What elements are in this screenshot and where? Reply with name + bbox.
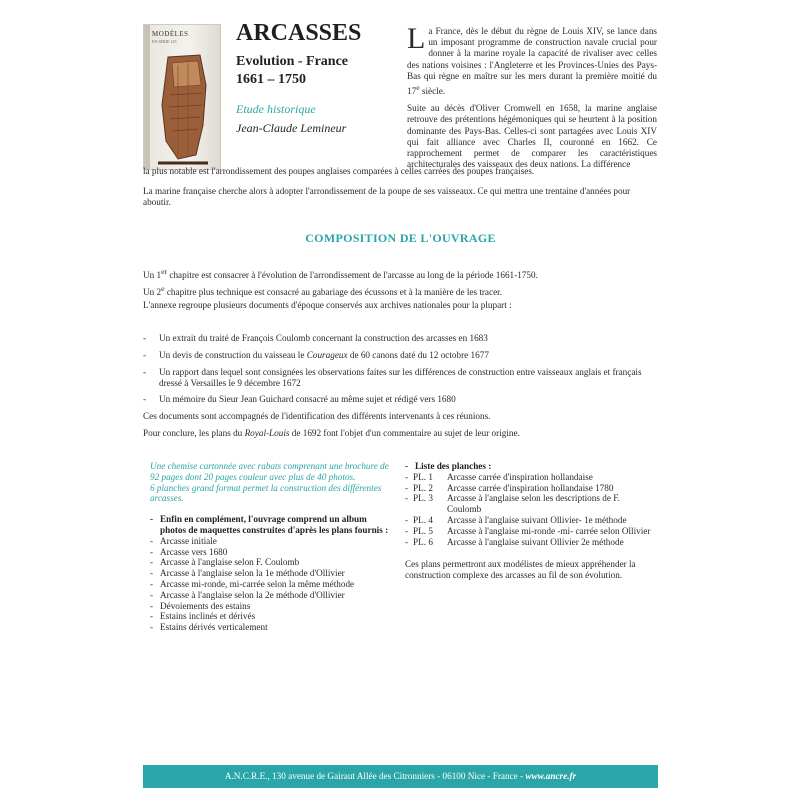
chapter-2-a: Un 2 [143,287,162,298]
dash-marker: - [150,546,154,557]
chapter-1-b: chapitre est consacrer à l'évolution de l'arrondissement de l'arcasse au long de la période 1661-1750. [167,270,538,281]
author-name: Jean-Claude Lemineur [236,121,347,135]
annexe-line: L'annexe regroupe plusieurs documents d'époque conservés aux archives nationales pour la plupart : [143,300,512,310]
plate-item [405,515,655,526]
list-item-text: Arcasse à l'anglaise selon la 1e méthode d'Ollivier [160,568,345,579]
dash-marker: - [150,535,154,546]
chapter-2-sup: e [161,284,165,293]
annexe-item-1 [143,333,663,344]
dash-marker: - [405,514,409,525]
dash-marker: - [405,536,409,547]
list-item-text: Arcasse initiale [160,535,217,546]
list-item [150,568,395,579]
dash-marker: - [150,557,154,568]
dash-marker: - [405,482,409,493]
list-item [150,622,395,633]
annexe-item-4 [143,394,663,405]
list-item-text: Arcasse mi-ronde, mi-carrée selon la même méthode [160,578,355,589]
document-years: 1661 – 1750 [236,72,306,87]
annexe-item-2-b: de 60 canons daté du 12 octobre 1677 [347,350,489,360]
dash-marker: - [150,622,154,633]
dash-marker: - [405,461,409,471]
dash-marker: - [150,578,154,589]
annexe-item-3-text: Un rapport dans lequel sont consignées les observations faites sur les différences de construction entre vaisseaux anglais et français dressé à Versailles le 9 décembre 1672 [159,367,642,389]
stern-model-illustration [148,45,218,169]
annexe-item-2-a: Un devis de construction du vaisseau le [159,350,307,360]
album-intro-text: Enfin en complément, l'ouvrage comprend un album photos de maquettes construites d'après les plans fournis : [160,514,389,535]
plates-conclusion: Ces plans permettront aux modélistes de mieux appréhender la construction complexe des arcasses au fil de son évolution. [405,559,636,581]
plates-right-column [405,461,655,581]
dash-marker: - [150,611,154,622]
dash-marker: - [143,367,147,377]
footer-bar [143,765,658,788]
intro-text [407,22,657,177]
annexe-item-4-text: Un mémoire du Sieur Jean Guichard consacré au même sujet et rédigé vers 1680 [159,394,456,404]
plate-number: PL. 2 [413,482,433,493]
list-item [150,579,395,590]
dash-marker: - [143,333,147,343]
intro-p1-text: a France, dès le début du règne de Louis XIV, se lance dans un imposant programme de construction navale crucial pour donner à la marine royale la capacité de rivaliser avec celles des nations voisines : l'Angleterre et les Provinces-Unies des Pays-Bas qui règne en maître sur les mers durant la première moitié du 17 [407,26,657,97]
list-item [150,536,395,547]
annexe-item-2 [143,350,663,361]
plate-text: Arcasse carrée d'inspiration hollandaise 1780 [447,482,614,493]
plates-heading-text: Liste des planches : [415,461,492,471]
plate-item [405,483,655,494]
annexe-item-2-ship: Courageux [306,350,348,360]
dash-marker: - [150,589,154,600]
dash-marker: - [405,525,409,536]
dash-marker: - [150,568,154,579]
book-cover-image [143,24,221,170]
chapter-1-a: Un 1 [143,270,162,281]
package-description-1: Une chemise cartonnée avec rabats comprenant une brochure de 92 pages dont 20 pages couleur avec plus de 40 photos. [150,461,389,482]
cover-subtitle: EN SERIE 123 [152,39,177,44]
plate-item [405,526,655,537]
plate-text: Arcasse à l'anglaise selon les descriptions de F. Coulomb [447,493,620,515]
conclusion-b: de 1692 font l'objet d'un commentaire au sujet de leur origine. [289,428,520,438]
conclusion-line [143,428,663,439]
conclusion-a: Pour conclure, les plans du [143,428,245,438]
dash-marker: - [143,350,147,360]
dash-marker: - [405,493,409,504]
section-title: COMPOSITION DE L'OUVRAGE [305,231,496,245]
plate-item [405,537,655,548]
drop-cap: L [407,22,426,55]
list-item [150,601,395,612]
plate-item [405,472,655,483]
list-item [150,590,395,601]
intro-p1-sup: e [416,83,420,93]
package-description-2: 6 planches grand format permet la construction des différentes arcasses. [150,482,382,504]
cover-title: MODÈLES [152,30,189,38]
plate-item [405,493,655,515]
album-list [150,536,395,633]
chapter-1-sup: er [161,267,168,276]
footer-address: A.N.C.R.E., 130 avenue de Gairaut Allée des Citronniers - 06100 Nice - France - [224,771,526,781]
album-intro [150,514,395,536]
plate-text: Arcasse à l'anglaise mi-ronde -mi- carrée selon Ollivier [447,525,651,536]
study-type: Etude historique [236,102,316,116]
annexe-item-2-text [159,350,663,361]
dash-marker: - [150,600,154,611]
plate-text: Arcasse à l'anglaise suivant Ollivier- 1e méthode [447,514,627,525]
package-description [150,461,395,504]
footer-website-link[interactable]: www.ancre.fr [525,771,577,781]
plate-number: PL. 5 [413,525,433,536]
plate-text: Arcasse carrée d'inspiration hollandaise [447,471,593,482]
document-subtitle: Evolution - France [236,54,348,69]
intro-paragraph-2-continued: la plus notable est l'arrondissement des poupes anglaises comparées à celles carrées des poupes françaises. [143,166,535,176]
plates-heading [405,461,655,472]
chapter-2-line [143,283,663,298]
list-item-text: Arcasse à l'anglaise selon la 2e méthode d'Ollivier [160,589,345,600]
intro-paragraph-1 [407,22,657,97]
plate-text: Arcasse à l'anglaise suivant Ollivier 2e méthode [447,536,624,547]
plate-number: PL. 3 [413,493,433,504]
list-item [150,611,395,622]
intro-paragraph-2: Suite au décès d'Oliver Cromwell en 1658, la marine anglaise retrouve des prétentions hégémoniques qui se heurtent à la position dominante des Pays-Bas. Celles-ci sont partagées avec Louis XIV qui fait alliance avec Charles II, couronné en 1662. Ce rapprochement permet de comparer les caractéristiques architecturales des vaisseaux des deux nations. La différence [407,103,657,170]
plate-number: PL. 6 [413,536,433,547]
documents-line: Ces documents sont accompagnés de l'identification des différents intervenants à ces réunions. [143,411,491,421]
list-item-text: Estains dérivés verticalement [160,622,268,633]
list-item-text: Arcasse à l'anglaise selon F. Coulomb [160,557,300,568]
list-item [150,557,395,568]
dash-marker: - [405,471,409,482]
dash-marker: - [143,394,147,404]
chapter-2-b: chapitre plus technique est consacré au gabariage des écussons et à la manière de les tracer. [164,287,503,298]
intro-p1-end: siècle. [419,86,446,97]
conclusion-ship: Royal-Louis [244,428,290,438]
document-title: ARCASSES [236,20,362,46]
list-item-text: Arcasse vers 1680 [160,546,228,557]
intro-paragraph-3: La marine française cherche alors à adopter l'arrondissement de la poupe de ses vaisseaux. Ce qui mettra une trentaine d'années pour aboutir. [143,186,631,208]
plate-number: PL. 1 [413,471,433,482]
annexe-item-3 [143,367,663,389]
list-item-text: Dévoiements des estains [160,600,251,611]
plate-number: PL. 4 [413,514,433,525]
contents-left-column [150,461,395,633]
list-item [150,547,395,558]
dash-marker: - [150,514,154,525]
annexe-item-1-text: Un extrait du traité de François Coulomb concernant la construction des arcasses en 1683 [159,333,488,343]
chapter-1-line [143,266,663,281]
list-item-text: Estains inclinés et dérivés [160,611,256,622]
